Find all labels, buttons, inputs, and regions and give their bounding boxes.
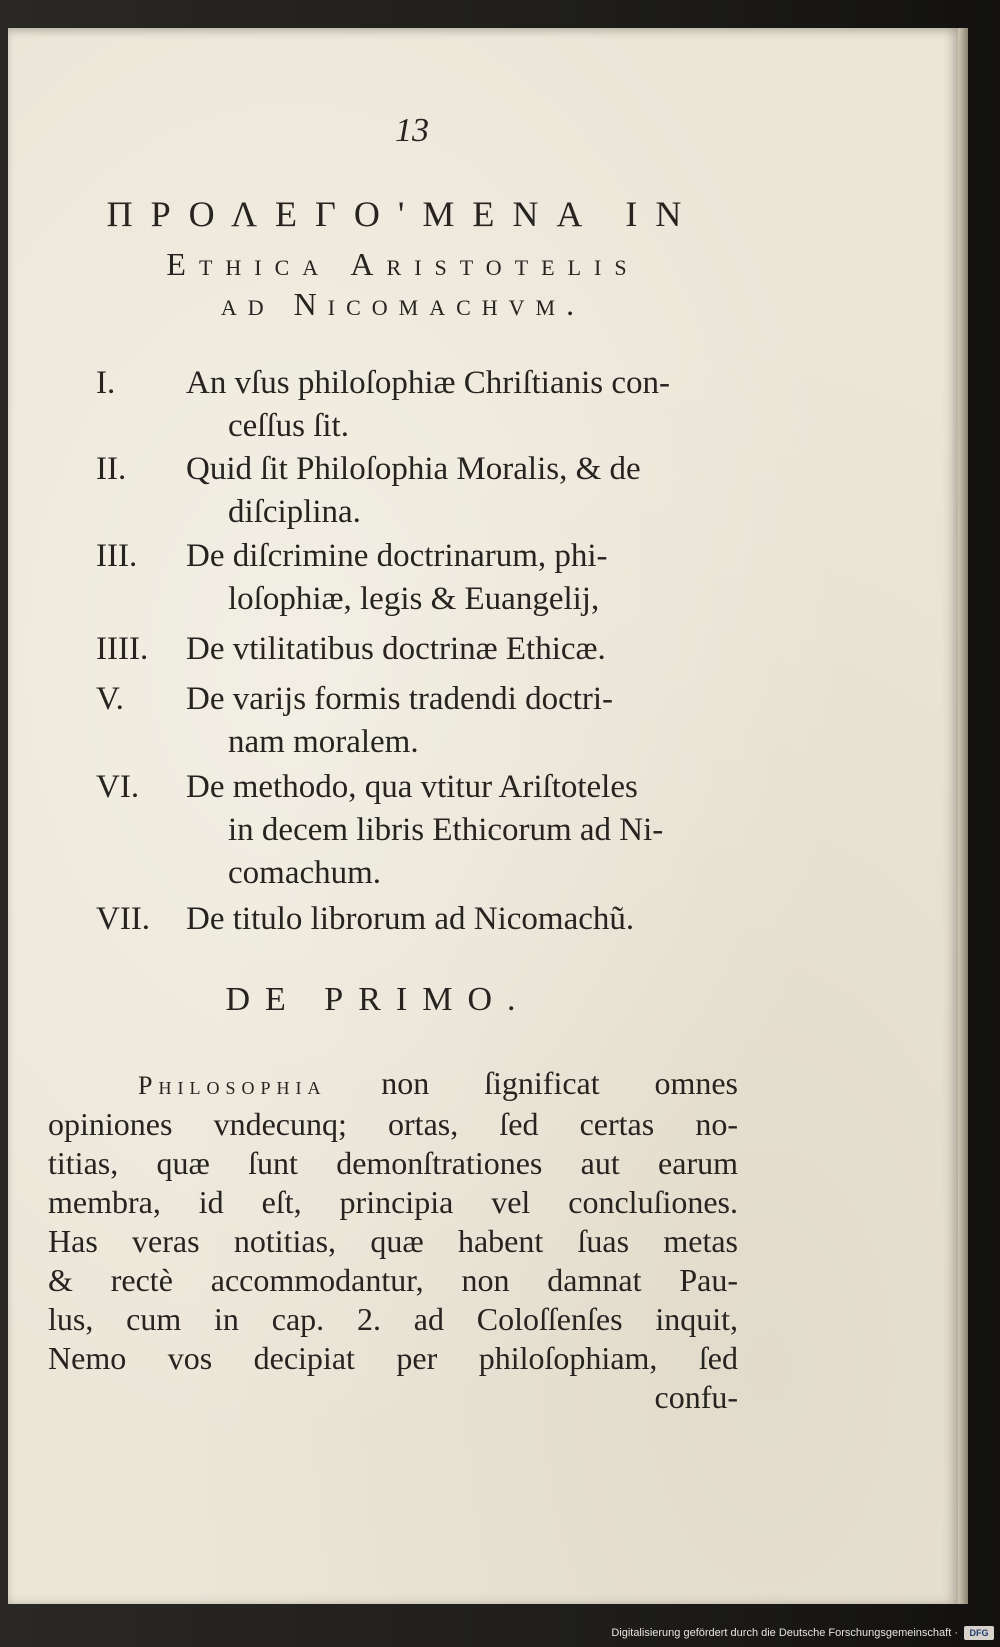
title-line-3: ad Nicomachvm. [220, 286, 586, 322]
body-line: titias, quæ ſunt demonſtrationes aut earum [48, 1145, 738, 1181]
body-line: lus, cum in cap. 2. ad Coloſſenſes inquit, [48, 1301, 738, 1337]
toc-number: V. [96, 681, 124, 717]
toc-line: De vtilitatibus doctrinæ Ethicæ. [186, 631, 606, 667]
toc-line: comachum. [228, 855, 382, 891]
body-line-1-text: non ſignificat omnes [381, 1065, 739, 1101]
toc-number: VI. [96, 769, 140, 805]
toc-line: An vſus philoſophiæ Chriſtianis con- [186, 365, 670, 401]
body-line: Has veras notitias, quæ habent ſuas metas [48, 1223, 738, 1259]
toc-text [186, 628, 736, 671]
toc-text [186, 448, 736, 534]
toc-line: ceſſus ſit. [228, 408, 349, 444]
section-heading: DE PRIMO. [225, 981, 531, 1018]
body-line: & rectè accommodantur, non damnat Pau- [48, 1262, 738, 1298]
lead-word: Philosophia [138, 1071, 327, 1100]
toc-line: diſciplina. [228, 494, 361, 530]
toc-line: in decem libris Ethicorum ad Ni- [228, 812, 664, 848]
toc-text [186, 766, 736, 895]
title-line-1: ΠΡΟΛΕΓΟ'ΜΕΝΑ IN [106, 194, 700, 234]
body-line: Nemo vos decipiat per philoſophiam, ſed [48, 1340, 738, 1376]
toc-line: loſophiæ, legis & Euangelij, [228, 581, 600, 617]
toc-number: VII. [96, 901, 151, 937]
toc-text [186, 898, 736, 941]
body-line-1 [48, 1064, 738, 1105]
toc-text [186, 362, 736, 448]
toc-line: De methodo, qua vtitur Ariſtoteles [186, 769, 638, 805]
toc-line: nam moralem. [228, 724, 419, 760]
body-line: opiniones vndecunq; ortas, ſed certas no- [48, 1106, 738, 1142]
toc-text [186, 535, 736, 621]
toc-line: De diſcrimine doctrinarum, phi- [186, 538, 608, 574]
digitization-credit: Digitalisierung gefördert durch die Deutsche Forschungsgemeinschaft · [611, 1627, 958, 1639]
page-edge [958, 28, 968, 1604]
toc-line: Quid ſit Philoſophia Moralis, & de [186, 451, 641, 487]
catchword: confu- [654, 1379, 738, 1415]
toc-line: De varijs formis tradendi doctri- [186, 681, 614, 717]
toc-number: I. [96, 365, 116, 401]
body-line: membra, id eſt, principia vel concluſiones. [48, 1184, 738, 1220]
dfg-logo: DFG [964, 1626, 994, 1640]
toc-line: De titulo librorum ad Nicomachũ. [186, 901, 635, 937]
book-page [8, 28, 958, 1604]
toc-text [186, 678, 736, 764]
body-paragraph [48, 1064, 738, 1417]
title-line-2: Ethica Aristotelis [166, 246, 640, 282]
toc-number: II. [96, 451, 127, 487]
toc-number: IIII. [96, 631, 149, 667]
toc-number: III. [96, 538, 138, 574]
page-number: 13 [395, 112, 429, 149]
